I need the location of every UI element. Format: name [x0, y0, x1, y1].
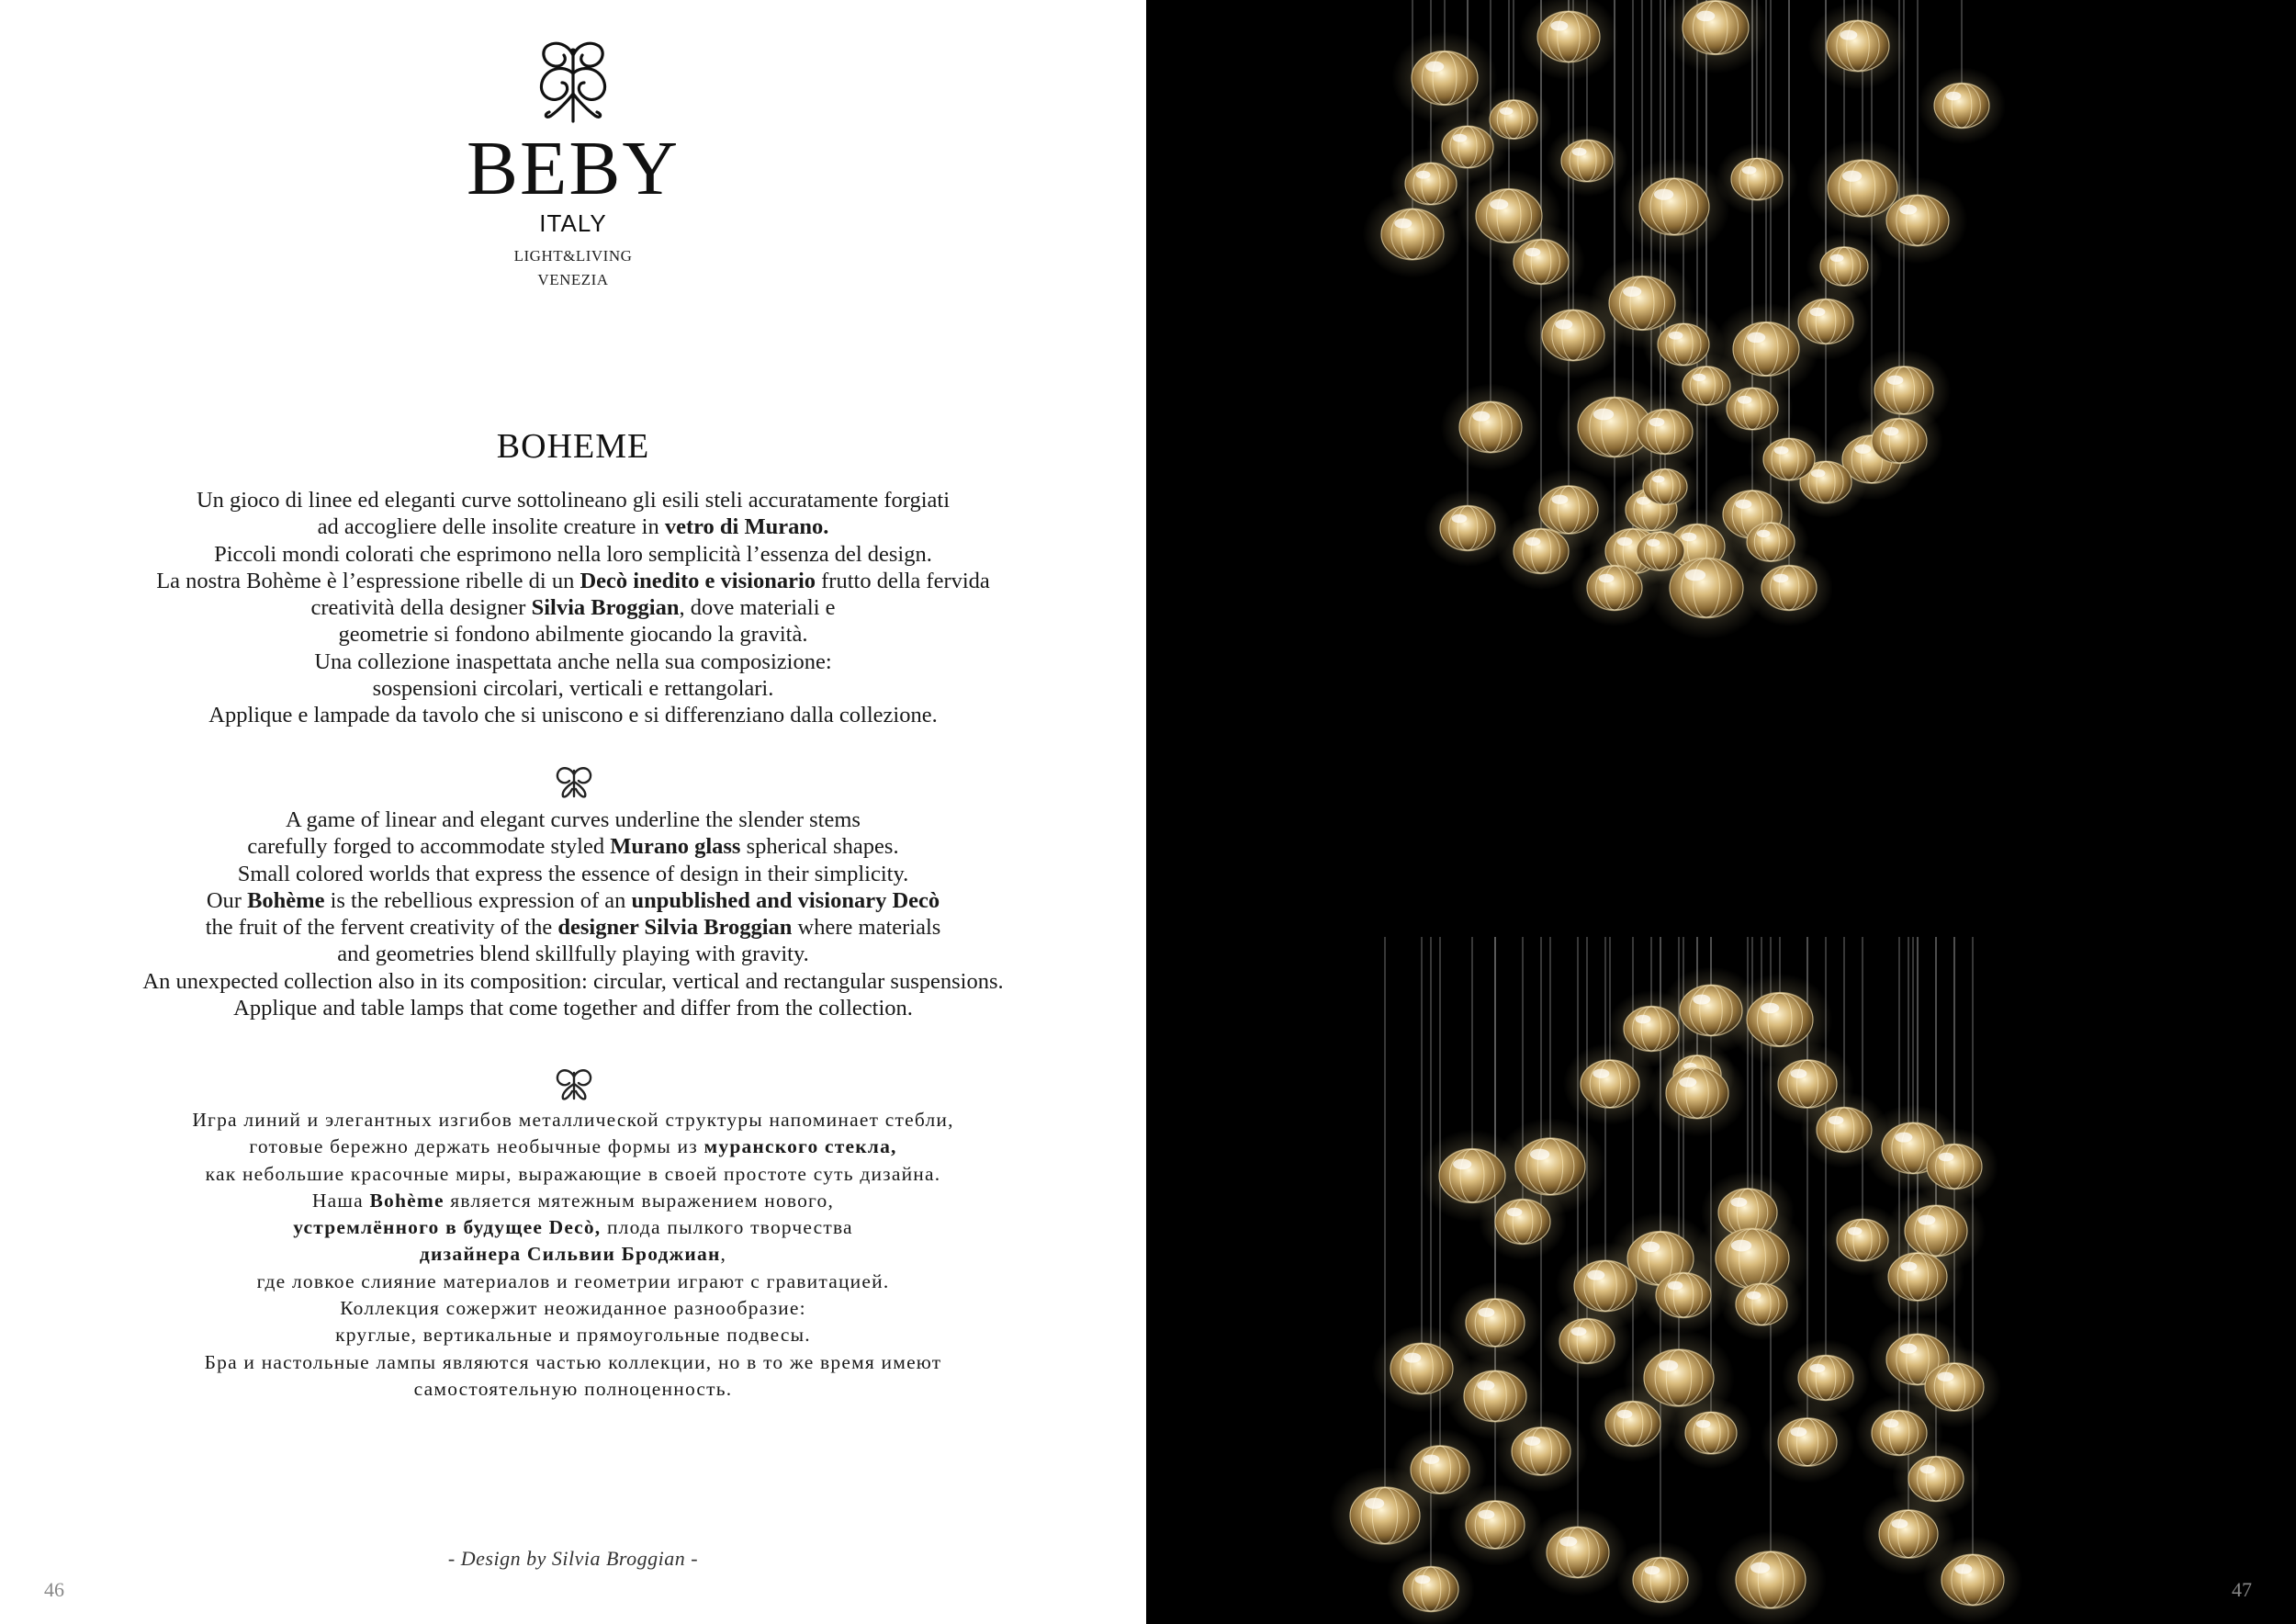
- butterfly-logo-icon: [527, 37, 619, 129]
- glass-globe: [1524, 291, 1624, 378]
- english-line: [0, 861, 1146, 887]
- italian-text-run: Un gioco di linee ed eleganti curve sottolineano gli esili steli accuratamente forgiati: [196, 488, 951, 513]
- russian-line: [0, 1322, 1146, 1348]
- english-description: [0, 806, 1146, 1021]
- russian-text-run: является мятежным выражением нового,: [444, 1189, 835, 1212]
- glass-globe: [1868, 176, 1968, 264]
- italian-line: [0, 487, 1146, 513]
- glass-globe: [1475, 86, 1551, 153]
- glass-globes: [1329, 0, 2022, 1624]
- brand-logo: [0, 37, 1146, 292]
- english-text-run: is the rebellious expression of an: [324, 887, 632, 913]
- left-page: [0, 0, 1146, 1624]
- russian-line: [0, 1214, 1146, 1241]
- glass-globe: [1589, 1385, 1677, 1462]
- italian-line: [0, 568, 1146, 594]
- english-line: [0, 833, 1146, 860]
- chandelier-photo: [1146, 0, 2296, 1624]
- glass-globe: [1639, 1257, 1728, 1334]
- russian-text-run: ,: [720, 1243, 727, 1266]
- english-text-run: where materials: [792, 915, 941, 941]
- russian-text-run: готовые бережно держать необычные формы из: [249, 1135, 704, 1158]
- glass-globe: [1479, 1183, 1567, 1260]
- english-text-run: spherical shapes.: [740, 834, 899, 860]
- english-text-run: the fruit of the fervent creativity of the: [205, 915, 558, 941]
- english-text-run: and geometries blend skillfully playing with gravity.: [337, 942, 809, 967]
- glass-globe: [1761, 1401, 1854, 1483]
- butterfly-ornament-icon: [554, 763, 594, 800]
- italian-text-run: Silvia Broggian: [531, 595, 680, 621]
- brand-country: ITALY: [539, 209, 607, 237]
- russian-line: [0, 1349, 1146, 1376]
- right-page: [1146, 0, 2296, 1624]
- english-text-run: carefully forged to accommodate styled: [247, 834, 611, 860]
- glass-globe: [1918, 67, 2006, 144]
- glass-globe: [1543, 1303, 1631, 1380]
- italian-text-run: Una collezione inaspettata anche nella sua composizione:: [314, 648, 832, 674]
- russian-line: [0, 1241, 1146, 1268]
- butterfly-ornament-icon: [554, 1066, 594, 1102]
- english-text-run: designer Silvia Broggian: [557, 915, 793, 941]
- english-line: [0, 968, 1146, 995]
- italian-text-run: sospensioni circolari, verticali e rettangolari.: [372, 676, 774, 702]
- glass-globe: [1546, 125, 1628, 197]
- glass-globe: [1563, 1043, 1657, 1125]
- english-line: [0, 941, 1146, 967]
- glass-globe: [1497, 223, 1585, 300]
- english-text-run: An unexpected collection also in its composition: circular, vertical and rectangular suspensions.: [142, 968, 1004, 994]
- glass-globe: [1494, 1410, 1588, 1493]
- glass-globe: [1528, 1508, 1628, 1596]
- glass-globe: [1745, 549, 1833, 626]
- glass-globe: [1441, 383, 1541, 470]
- russian-text-run: Бра и настольные лампы являются частью коллекции, но в то же время имеют: [204, 1350, 942, 1373]
- glass-globe: [1630, 456, 1701, 517]
- glass-globe: [1616, 1541, 1705, 1618]
- glass-globe: [1622, 518, 1698, 585]
- glass-globe: [1748, 423, 1830, 495]
- glass-globe: [1871, 1235, 1964, 1318]
- english-text-run: Murano glass: [610, 834, 741, 860]
- glass-globe: [1618, 158, 1730, 255]
- glass-globe: [1670, 1397, 1752, 1469]
- brand-tagline: LIGHT&LIVING: [513, 247, 633, 265]
- english-line: [0, 995, 1146, 1021]
- english-line: [0, 914, 1146, 941]
- page-number-right: 47: [2232, 1578, 2252, 1601]
- glass-globe: [1329, 1467, 1441, 1564]
- italian-line: [0, 702, 1146, 728]
- russian-text-run: устремлённого в будущее Decò,: [293, 1216, 602, 1239]
- glass-globe: [1519, 0, 1619, 81]
- russian-description: [0, 1107, 1146, 1403]
- english-text-run: Our: [206, 887, 248, 913]
- italian-line: [0, 541, 1146, 568]
- glass-globe: [1390, 148, 1472, 220]
- italian-line: [0, 594, 1146, 621]
- italian-line: [0, 675, 1146, 702]
- italian-text-run: , dove materiali e: [679, 595, 836, 621]
- italian-line: [0, 621, 1146, 648]
- italian-text-run: geometrie si fondono abilmente giocando la gravità.: [338, 622, 808, 648]
- designer-credit: - Design by Silvia Broggian -: [447, 1547, 699, 1570]
- italian-text-run: ad accogliere delle insolite creature in: [317, 514, 665, 540]
- russian-line: [0, 1107, 1146, 1133]
- italian-line: [0, 513, 1146, 540]
- russian-line: [0, 1188, 1146, 1214]
- glass-globe: [1808, 2, 1908, 89]
- collection-title: BOHEME: [496, 427, 650, 466]
- glass-globe: [1716, 143, 1798, 215]
- russian-line: [0, 1133, 1146, 1160]
- brand-name: BEBY: [466, 126, 681, 211]
- russian-line: [0, 1269, 1146, 1295]
- russian-text-run: как небольшие красочные миры, выражающие в своей простоте суть дизайна.: [205, 1162, 941, 1185]
- italian-text-run: Piccoli mondi colorati che esprimono nella loro semplicità l’essenza del design.: [214, 541, 932, 567]
- english-text-run: Bohème: [247, 887, 325, 913]
- italian-line: [0, 648, 1146, 675]
- italian-text-run: vetro di Murano.: [664, 514, 829, 540]
- russian-text-run: дизайнера Сильвии Броджиан: [419, 1243, 721, 1266]
- italian-text-run: La nostra Bohème è l’espressione ribelle di un: [156, 568, 580, 593]
- russian-text-run: плода пылкого творчества: [601, 1216, 853, 1239]
- brand-city: VENEZIA: [537, 271, 609, 288]
- english-text-run: unpublished and visionary Decò: [631, 887, 940, 913]
- russian-text-run: Коллекция сожержит неожиданное разнообразие:: [340, 1297, 806, 1320]
- glass-globe: [1720, 1269, 1803, 1340]
- english-text-run: A game of linear and elegant curves underline the slender stems: [286, 807, 861, 832]
- italian-text-run: Applique e lampade da tavolo che si uniscono e si differenziano dalla collezione.: [208, 703, 938, 728]
- italian-text-run: frutto della fervida: [816, 568, 990, 593]
- english-line: [0, 806, 1146, 833]
- russian-text-run: где ловкое слияние материалов и геометрии играют с гравитацией.: [256, 1269, 890, 1292]
- english-line: [0, 887, 1146, 914]
- english-text-run: Applique and table lamps that come together and differ from the collection.: [233, 996, 913, 1021]
- english-text-run: Small colored worlds that express the essence of design in their simplicity.: [237, 861, 909, 886]
- russian-text-run: Игра линий и элегантных изгибов металлической структуры напоминает стебли,: [192, 1109, 954, 1131]
- glass-globe: [1855, 402, 1943, 479]
- russian-line: [0, 1161, 1146, 1188]
- russian-text-run: муранского стекла,: [703, 1135, 897, 1158]
- russian-text-run: Bohème: [369, 1189, 445, 1212]
- glass-globe: [1782, 283, 1870, 360]
- russian-text-run: самостоятельную полноценность.: [413, 1377, 733, 1400]
- russian-text-run: круглые, вертикальные и прямоугольные подвесы.: [335, 1324, 811, 1347]
- glass-globe: [1715, 1531, 1827, 1624]
- italian-description: [0, 487, 1146, 729]
- russian-text-run: Наша: [311, 1189, 370, 1212]
- italian-text-run: creatività della designer: [310, 595, 532, 621]
- italian-text-run: Decò inedito e visionario: [580, 568, 816, 593]
- russian-line: [0, 1295, 1146, 1322]
- glass-globe: [1923, 1536, 2023, 1623]
- russian-line: [0, 1376, 1146, 1403]
- page-number-left: 46: [44, 1578, 64, 1601]
- glass-globe: [1648, 1049, 1748, 1136]
